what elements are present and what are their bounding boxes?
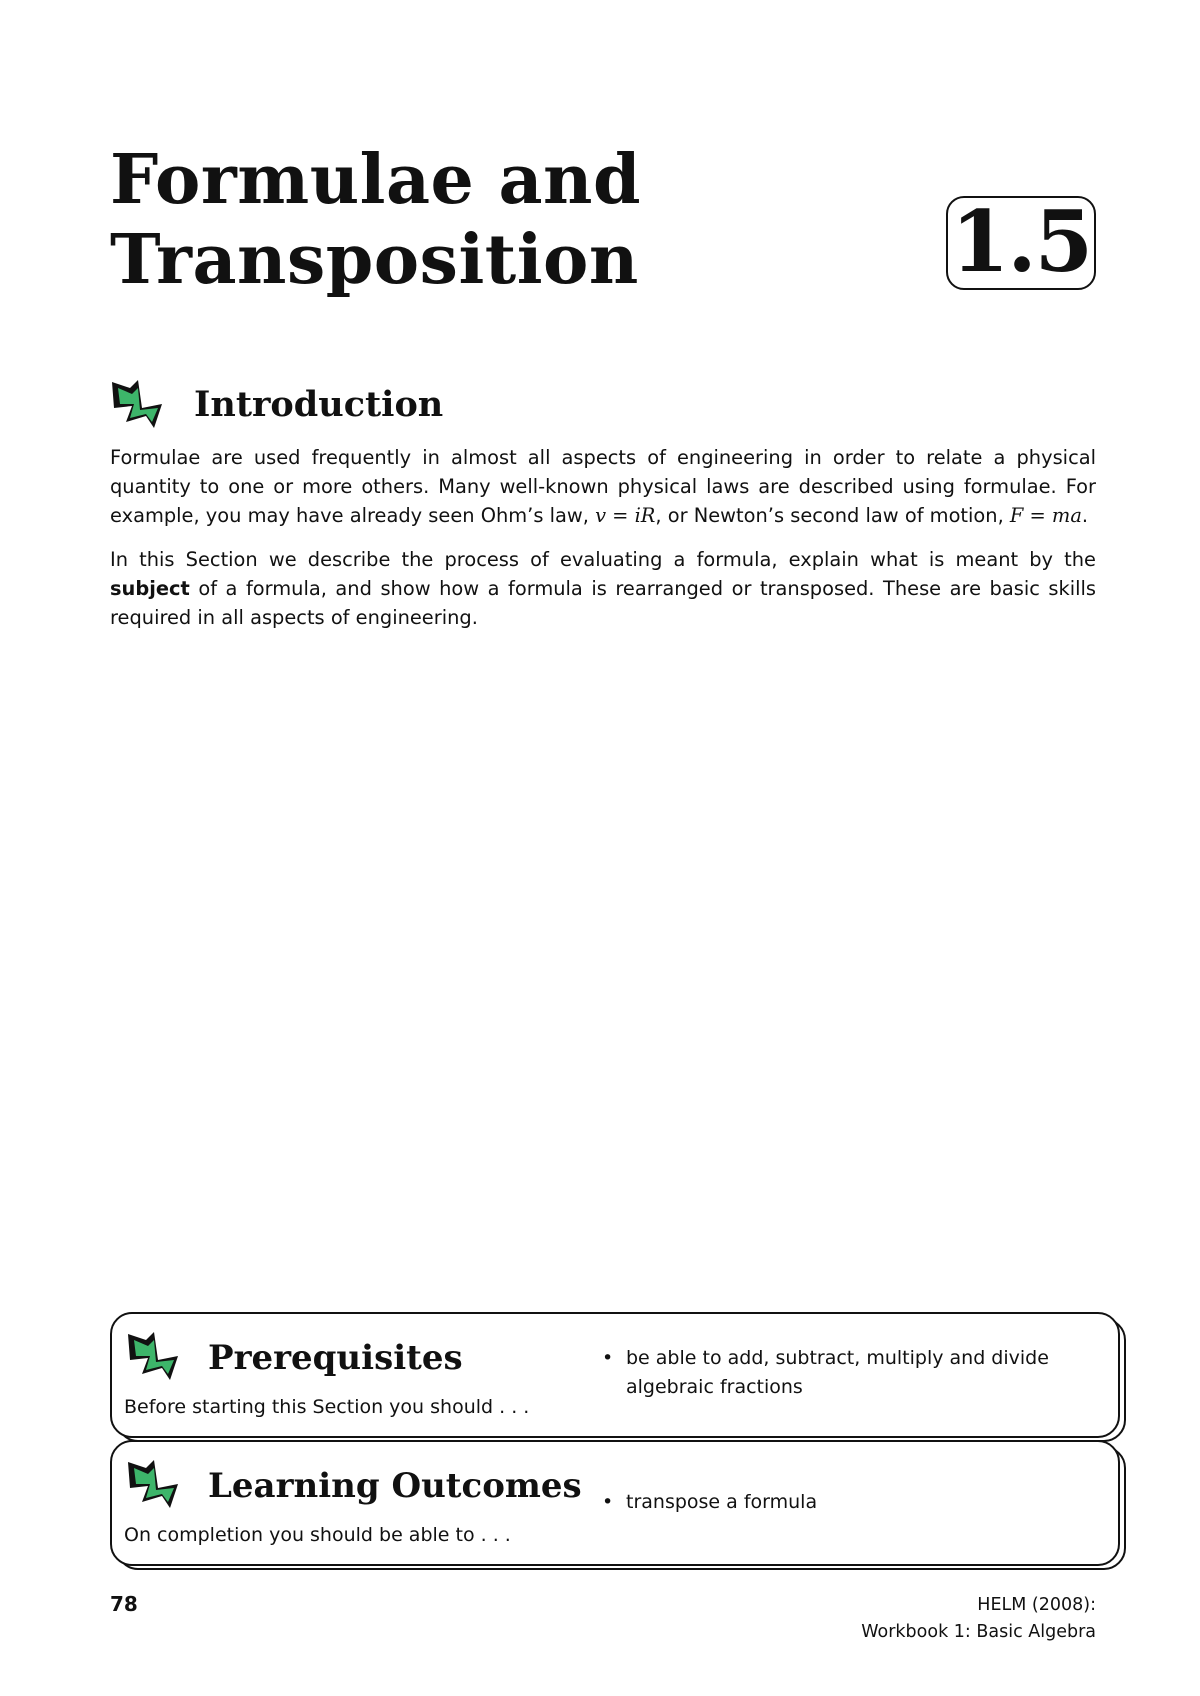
section-title-line1: Formulae and xyxy=(110,140,642,220)
intro-text-3: . xyxy=(1081,504,1089,527)
outcomes-box xyxy=(110,1440,1120,1566)
list-item: • transpose a formula xyxy=(602,1488,1082,1517)
subject-term: subject xyxy=(110,577,190,600)
ohms-law-formula: v = iR xyxy=(595,504,656,527)
prerequisites-title: Prerequisites xyxy=(208,1338,463,1378)
outcomes-subtitle: On completion you should be able to . . . xyxy=(124,1524,511,1546)
workbook-reference xyxy=(861,1592,1096,1646)
lightning-pencil-icon xyxy=(108,378,170,430)
outcomes-title: Learning Outcomes xyxy=(208,1466,582,1506)
lightning-pencil-icon xyxy=(124,1330,186,1382)
introduction-heading: Introduction xyxy=(194,384,444,425)
prerequisites-subtitle: Before starting this Section you should . . . xyxy=(124,1396,530,1418)
intro-text-1: Formulae are used frequently in almost all aspects of engineering in order to relate a physical quantity to one or more others. Many well-known physical laws are described using formulae. For example, you may have already seen Ohm’s law, xyxy=(110,446,1096,527)
section-title xyxy=(110,140,810,300)
outcomes-list xyxy=(602,1488,1082,1517)
page-number: 78 xyxy=(110,1592,138,1616)
section-title-line2: Transposition xyxy=(110,220,639,300)
intro-paragraph-1 xyxy=(110,443,1096,530)
prerequisites-box xyxy=(110,1312,1120,1438)
prerequisites-list xyxy=(602,1344,1082,1402)
workbook-reference-line1: HELM (2008): xyxy=(977,1595,1096,1615)
list-item: • be able to add, subtract, multiply and divide algebraic fractions xyxy=(602,1344,1082,1402)
intro-text-4: In this Section we describe the process of evaluating a formula, explain what is meant by the xyxy=(110,548,1096,571)
section-number: 1.5 xyxy=(946,196,1096,290)
lightning-pencil-icon xyxy=(124,1458,186,1510)
intro-text-5: of a formula, and show how a formula is rearranged or transposed. These are basic skills required in all aspects of engineering. xyxy=(110,577,1096,629)
intro-text-2: , or Newton’s second law of motion, xyxy=(655,504,1010,527)
newtons-law-formula: F = ma xyxy=(1009,504,1082,527)
workbook-reference-line2: Workbook 1: Basic Algebra xyxy=(861,1622,1096,1642)
intro-paragraph-2 xyxy=(110,545,1096,632)
